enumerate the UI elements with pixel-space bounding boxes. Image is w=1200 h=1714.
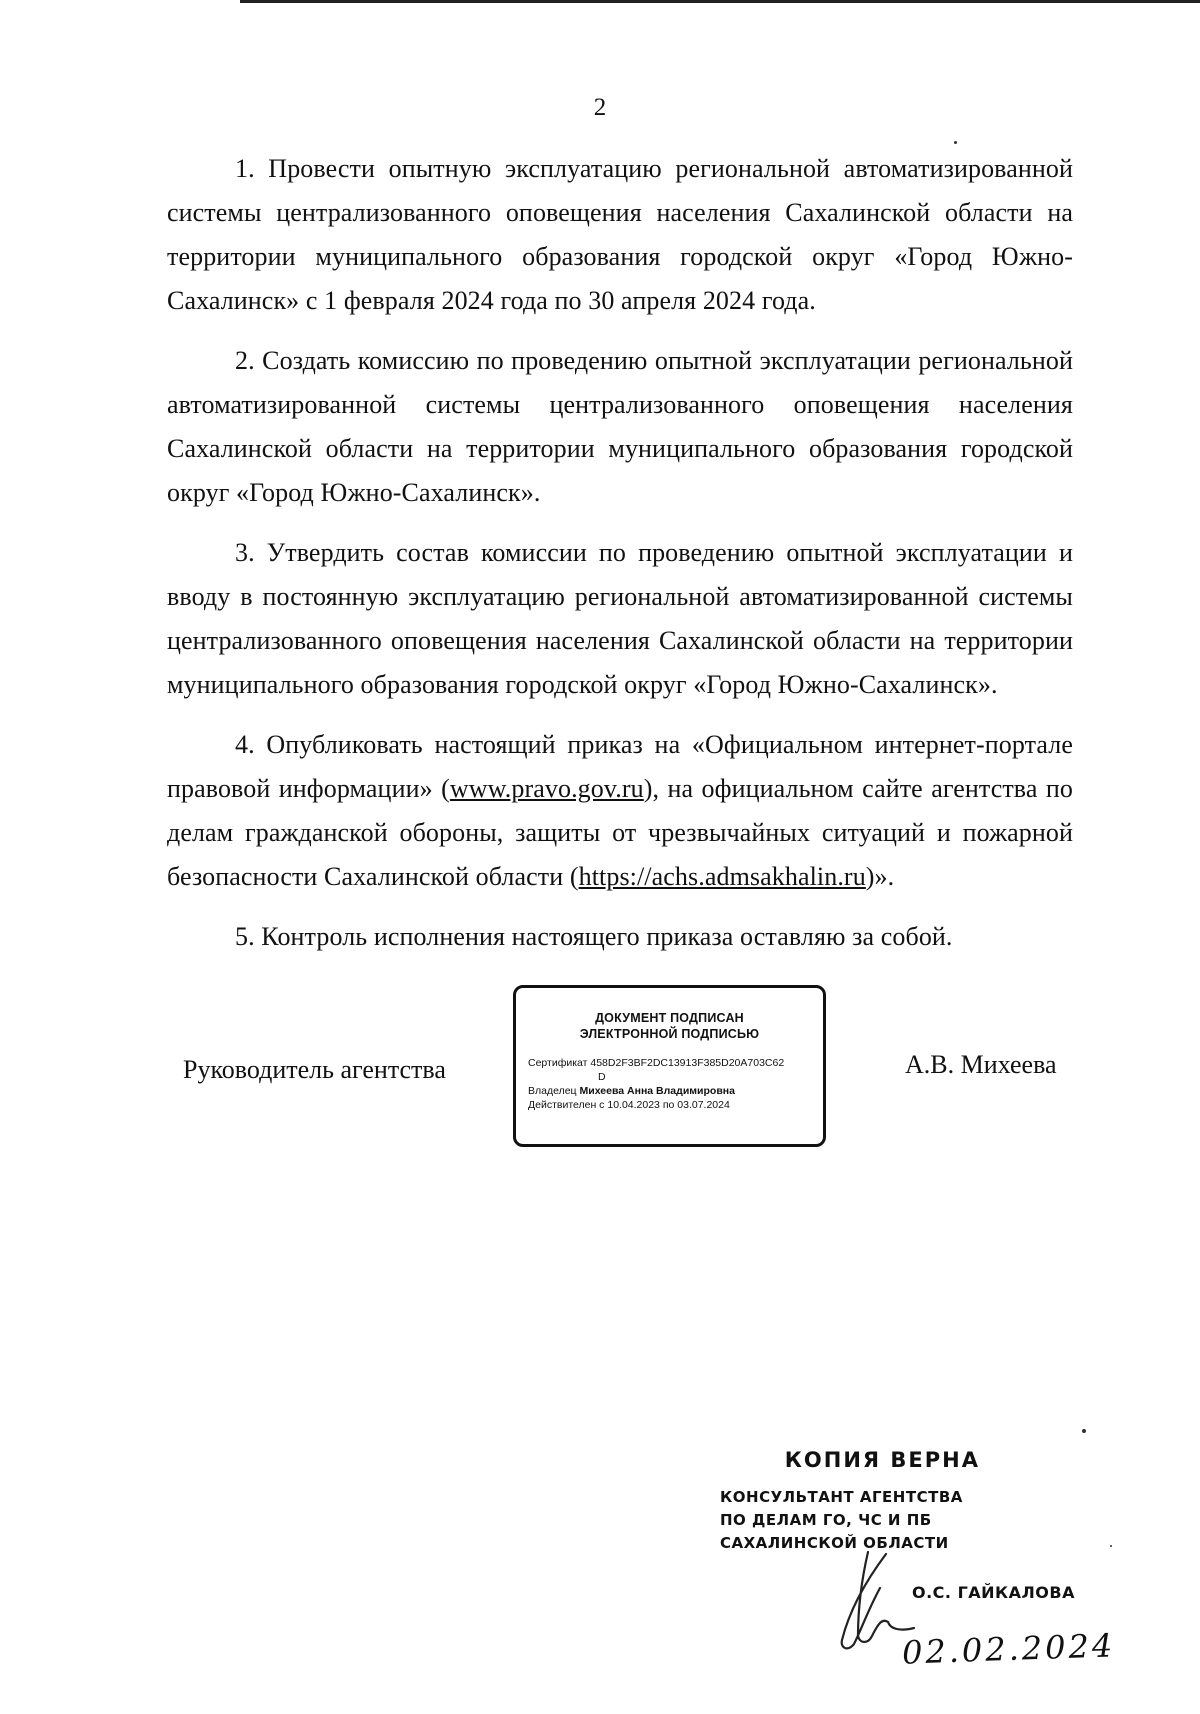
order-body	[167, 147, 1073, 975]
order-item-3: 3. Утвердить состав комиссии по проведению опытной эксплуатации и вводу в постоянную эксплуатацию региональной автоматизированной системы централизованного оповещения населения Сахалинской области на территории муниципального образования городской округ «Город Южно-Сахалинск».	[167, 538, 1073, 699]
esig-certificate-tail: D	[598, 1071, 606, 1083]
electronic-signature-stamp	[513, 985, 826, 1147]
scan-speck	[1082, 1429, 1086, 1433]
copy-stamp-title: КОПИЯ ВЕРНА	[784, 1448, 980, 1472]
esig-owner: Владелец Михеева Анна Владимировна	[528, 1085, 735, 1097]
esig-header-line1: ДОКУМЕНТ ПОДПИСАН	[595, 1011, 744, 1025]
certifier-name: О.С. ГАЙКАЛОВА	[912, 1583, 1075, 1602]
order-item-1: 1. Провести опытную эксплуатацию региональной автоматизированной системы централизованного оповещения населения Сахалинской области на территории муниципального образования городской округ «Город Южно-Сахалинск» с 1 февраля 2024 года по 30 апреля 2024 года.	[167, 154, 1073, 315]
copy-stamp-line3: САХАЛИНСКОЙ ОБЛАСТИ	[720, 1534, 949, 1552]
copy-stamp-line1: КОНСУЛЬТАНТ АГЕНТСТВА	[720, 1488, 963, 1506]
order-item-4-text-b: ), на официальном сайте агентства по делам гражданской обороны, защиты от чрезвычайных ситуаций и пожарной безопасности Сахалинской области (	[167, 774, 1073, 891]
esig-validity: Действителен с 10.04.2023 по 03.07.2024	[528, 1099, 730, 1111]
scan-speck	[954, 141, 957, 144]
top-edge-rule	[240, 0, 1200, 3]
copy-certified-stamp	[720, 1448, 1020, 1555]
esig-details	[528, 1056, 823, 1112]
order-item-2: 2. Создать комиссию по проведению опытной эксплуатации региональной автоматизированной системы централизованного оповещения населения Сахалинской области на территории муниципального образования городской округ «Город Южно-Сахалинск».	[167, 346, 1073, 507]
order-item-4	[167, 723, 1073, 899]
order-item-5: 5. Контроль исполнения настоящего приказа оставляю за собой.	[235, 922, 953, 951]
esig-header-line2: ЭЛЕКТРОННОЙ ПОДПИСЬЮ	[579, 1027, 760, 1041]
esig-certificate: Сертификат 458D2F3BF2DC13913F385D20A703C62	[528, 1057, 785, 1069]
copy-stamp-line2: ПО ДЕЛАМ ГО, ЧС И ПБ	[720, 1511, 932, 1529]
signer-name: А.В. Михеева	[905, 1050, 1057, 1079]
scan-speck	[1110, 1545, 1112, 1547]
page-number: 2	[593, 94, 607, 121]
signer-title: Руководитель агентства	[183, 1055, 446, 1084]
pravo-link[interactable]: www.pravo.gov.ru	[449, 774, 644, 803]
certification-date: 02.02.2024	[901, 1626, 1116, 1672]
achs-link[interactable]: https://achs.admsakhalin.ru	[578, 862, 866, 891]
order-item-4-text-a: 4. Опубликовать настоящий приказ на «Официальном интернет-портале правовой информации» (	[167, 730, 1073, 803]
esig-header	[516, 1010, 823, 1042]
order-item-4-text-c: )».	[865, 862, 895, 891]
